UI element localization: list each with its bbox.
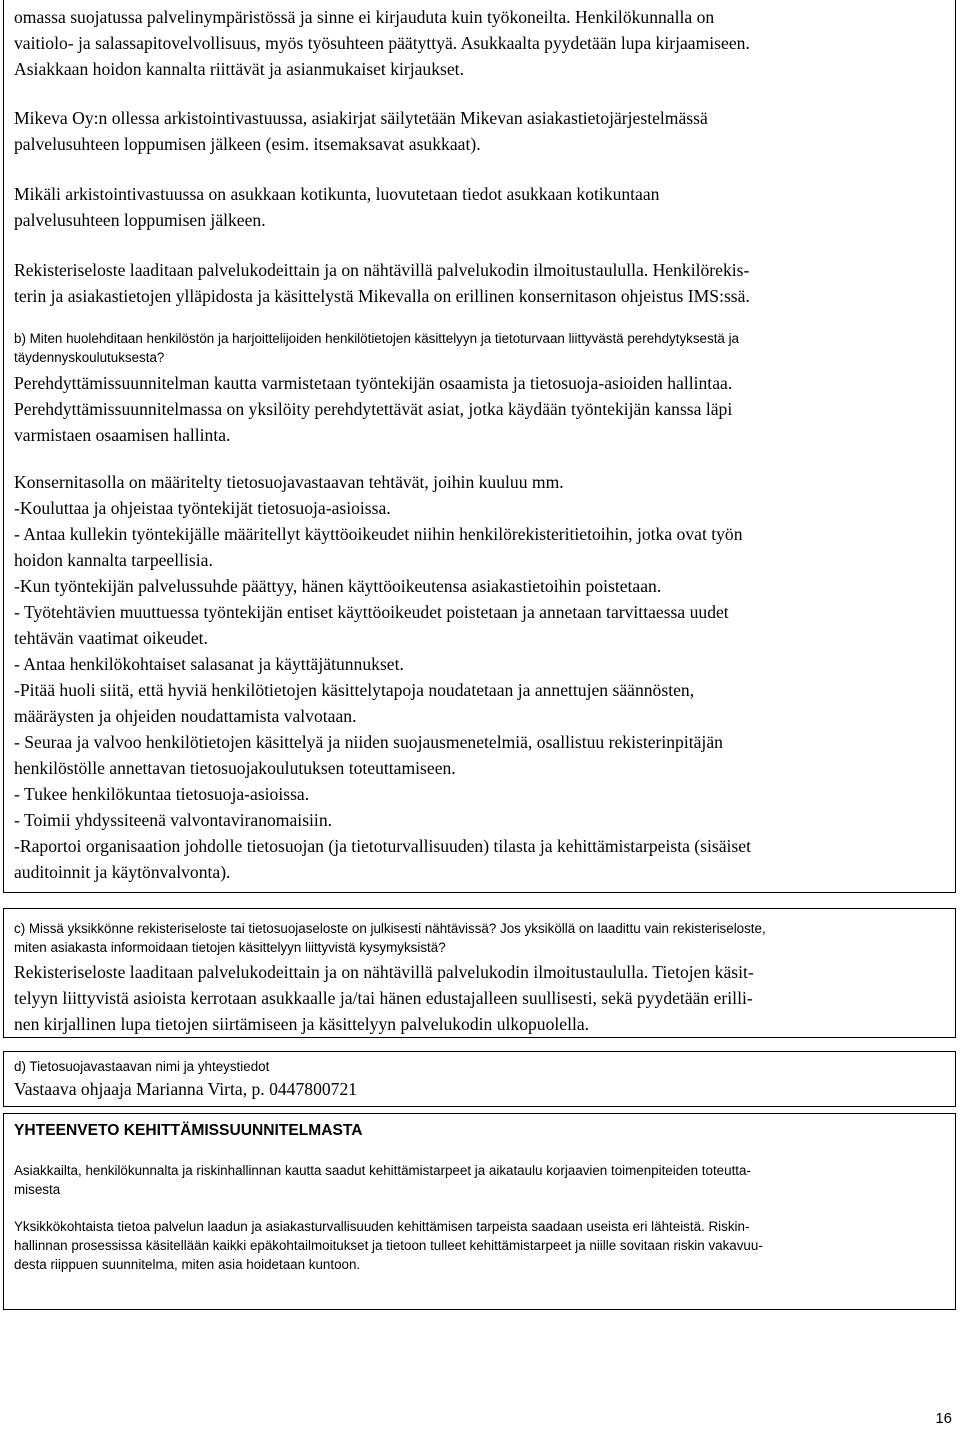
text-line: Asiakkaan hoidon kannalta riittävät ja asianmukaiset kirjaukset. bbox=[14, 59, 464, 79]
list-item: -Pitää huoli siitä, että hyviä henkilötietojen käsittelytapoja noudatetaan ja annettujen säännösten, bbox=[14, 680, 695, 700]
list-item: - Tukee henkilökuntaa tietosuoja-asioissa. bbox=[14, 784, 310, 804]
text-line: miten asiakasta informoidaan tietojen käsittelyyn liittyvistä kysymyksistä? bbox=[14, 940, 446, 955]
list-item: - Antaa kullekin työntekijälle määritellyt käyttöoikeudet niihin henkilörekisteritietoihin, jotka ovat työn bbox=[14, 524, 743, 544]
text-line: nen kirjallinen lupa tietojen siirtämiseen ja käsittelyyn palvelukodin ulkopuolella. bbox=[14, 1014, 590, 1034]
text-line: b) Miten huolehditaan henkilöstön ja harjoittelijoiden henkilötietojen käsittelyyn ja tietoturvaan liittyvästä perehdytyksestä ja bbox=[14, 331, 740, 346]
section-a-box bbox=[3, 0, 956, 893]
text-line: palvelusuhteen loppumisen jälkeen. bbox=[14, 210, 266, 230]
answer-b-orientation bbox=[14, 370, 949, 448]
page-number: 16 bbox=[935, 1410, 952, 1427]
question-c bbox=[14, 919, 949, 957]
list-item: auditoinnit ja käytönvalvonta). bbox=[14, 862, 231, 882]
summary-paragraph-needs bbox=[14, 1161, 949, 1199]
text-line: varmistaen osaamisen hallinta. bbox=[14, 425, 231, 445]
list-item: määräysten ja ohjeiden noudattamista valvotaan. bbox=[14, 706, 357, 726]
summary-paragraph-sources bbox=[14, 1217, 949, 1274]
text-line: omassa suojatussa palvelinympäristössä ja sinne ei kirjauduta kuin työkoneilta. Henkilökunnalla on bbox=[14, 7, 715, 27]
text-line: telyyn liittyvistä asioista kerrotaan asukkaalle ja/tai hänen edustajalleen suullisesti, sekä pyydetään erilli- bbox=[14, 988, 753, 1008]
list-item: tehtävän vaatimat oikeudet. bbox=[14, 628, 208, 648]
text-line: Perehdyttämissuunnitelman kautta varmistetaan työntekijän osaamista ja tietosuoja-asioiden hallintaa. bbox=[14, 373, 733, 393]
answer-c bbox=[14, 959, 949, 1037]
paragraph-archive-mikeva bbox=[14, 105, 949, 157]
list-item: -Raportoi organisaation johdolle tietosuojan (ja tietoturvallisuuden) tilasta ja kehittämistarpeista (sisäiset bbox=[14, 836, 751, 856]
text-line: desta riippuen suunnitelma, miten asia hoidetaan kuntoon. bbox=[14, 1257, 361, 1272]
section-d-box bbox=[3, 1051, 956, 1107]
text-line: palvelusuhteen loppumisen jälkeen (esim. itsemaksavat asukkaat). bbox=[14, 134, 481, 154]
answer-d-contact: Vastaava ohjaaja Marianna Virta, p. 0447800721 bbox=[14, 1079, 358, 1099]
text-line: Perehdyttämissuunnitelmassa on yksilöity perehdytettävät asiat, jotka käydään työntekijän kanssa läpi bbox=[14, 399, 733, 419]
text-line: täydennyskoulutuksesta? bbox=[14, 350, 165, 365]
text-line: Yksikkökohtaista tietoa palvelun laadun ja asiakasturvallisuuden kehittämisen tarpeista saadaan useista eri lähteistä. Riskin- bbox=[14, 1219, 750, 1234]
text-line: misesta bbox=[14, 1182, 61, 1197]
text-line: Mikäli arkistointivastuussa on asukkaan kotikunta, luovutetaan tiedot asukkaan kotikuntaan bbox=[14, 184, 660, 204]
list-item: -Kun työntekijän palvelussuhde päättyy, hänen käyttöoikeutensa asiakastietoihin poistetaan. bbox=[14, 576, 662, 596]
list-item: - Seuraa ja valvoo henkilötietojen käsittelyä ja niiden suojausmenetelmiä, osallistuu rekisterinpitäjän bbox=[14, 732, 723, 752]
section-c-box bbox=[3, 908, 956, 1038]
text-line: Rekisteriseloste laaditaan palvelukodeittain ja on nähtävillä palvelukodin ilmoitustaululla. Tietojen käsit- bbox=[14, 962, 754, 982]
question-d: d) Tietosuojavastaavan nimi ja yhteystiedot bbox=[14, 1059, 270, 1074]
text-line: Rekisteriseloste laaditaan palvelukodeittain ja on nähtävillä palvelukodin ilmoitustaululla. Henkilörekis- bbox=[14, 260, 750, 280]
list-item: Konsernitasolla on määritelty tietosuojavastaavan tehtävät, joihin kuuluu mm. bbox=[14, 472, 564, 492]
list-item: - Toimii yhdyssiteenä valvontaviranomaisiin. bbox=[14, 810, 333, 830]
answer-b-duties-list bbox=[14, 469, 949, 885]
list-item: - Työtehtävien muuttuessa työntekijän entiset käyttöoikeudet poistetaan ja annetaan tarvittaessa uudet bbox=[14, 602, 729, 622]
text-line: vaitiolo- ja salassapitovelvollisuus, myös työsuhteen päätyttyä. Asukkaalta pyydetään lupa kirjaamiseen. bbox=[14, 33, 750, 53]
list-item: -Kouluttaa ja ohjeistaa työntekijät tietosuoja-asioissa. bbox=[14, 498, 391, 518]
list-item: hoidon kannalta tarpeellisia. bbox=[14, 550, 213, 570]
question-b bbox=[14, 329, 949, 367]
list-item: - Antaa henkilökohtaiset salasanat ja käyttäjätunnukset. bbox=[14, 654, 404, 674]
text-line: terin ja asiakastietojen ylläpidosta ja käsittelystä Mikevalla on erillinen konsernitason ohjeistus IMS:ssä. bbox=[14, 286, 750, 306]
text-line: c) Missä yksikkönne rekisteriseloste tai tietosuojaseloste on julkisesti nähtävissä? Jos yksiköllä on laadittu vain rekisteriseloste, bbox=[14, 921, 766, 936]
list-item: henkilöstölle annettavan tietosuojakoulutuksen toteuttamiseen. bbox=[14, 758, 456, 778]
paragraph-register-notice bbox=[14, 257, 949, 309]
summary-heading: YHTEENVETO KEHITTÄMISSUUNNITELMASTA bbox=[14, 1122, 363, 1139]
summary-box bbox=[3, 1113, 956, 1310]
text-line: hallinnan prosessissa käsitellään kaikki epäkohtailmoitukset ja tietoon tulleet kehittämistarpeet ja niille sovitaan riskin vakavuu- bbox=[14, 1238, 763, 1253]
paragraph-archive-municipality bbox=[14, 181, 949, 233]
text-line: Asiakkailta, henkilökunnalta ja riskinhallinnan kautta saadut kehittämistarpeet ja aikataulu korjaavien toimenpiteiden toteutta- bbox=[14, 1163, 751, 1178]
text-line: Mikeva Oy:n ollessa arkistointivastuussa, asiakirjat säilytetään Mikevan asiakastietojärjestelmässä bbox=[14, 108, 708, 128]
paragraph-data-security bbox=[14, 4, 949, 82]
